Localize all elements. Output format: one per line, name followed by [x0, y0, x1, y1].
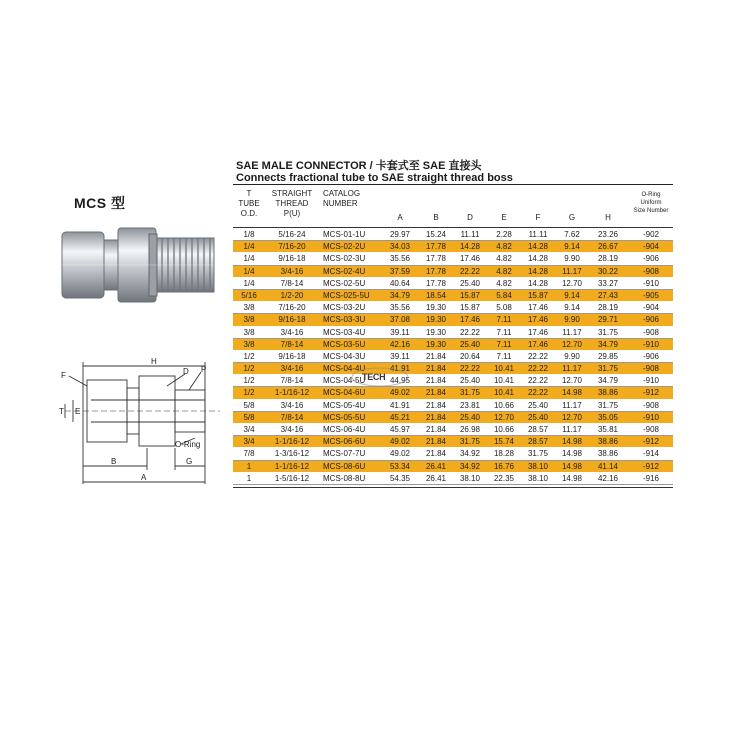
- cell-a: 45.21: [389, 412, 411, 422]
- cell-oring: -906: [642, 315, 659, 325]
- header-d: D: [467, 213, 473, 222]
- cell-catalog: MCS-04-3U: [323, 351, 366, 361]
- cell-g: 14.98: [561, 388, 583, 398]
- cell-e: 12.70: [493, 412, 515, 422]
- header-tube: T TUBE O.D.: [238, 189, 260, 218]
- cell-e: 10.41: [493, 364, 515, 374]
- cell-a: 35.56: [389, 303, 411, 313]
- cell-h: 30.22: [597, 266, 619, 276]
- cell-d: 25.40: [459, 376, 481, 386]
- cell-e: 7.11: [496, 327, 512, 337]
- cell-g: 14.98: [561, 461, 583, 471]
- cell-e: 5.84: [496, 290, 512, 300]
- cell-tube: 1/2: [243, 376, 255, 386]
- cell-h: 28.19: [597, 254, 619, 264]
- model-label: MCS 型: [74, 195, 126, 211]
- table-row: [233, 387, 673, 399]
- cell-thread: 9/16-18: [278, 254, 306, 264]
- cell-tube: 3/8: [243, 315, 255, 325]
- cell-oring: -914: [642, 449, 659, 459]
- cell-f: 17.46: [527, 339, 549, 349]
- cell-a: 37.08: [389, 315, 411, 325]
- table-row: [233, 266, 673, 278]
- cell-tube: 5/16: [241, 290, 257, 300]
- drawing-label-a: A: [141, 473, 147, 482]
- cell-g: 12.70: [561, 376, 583, 386]
- cell-h: 26.67: [597, 242, 619, 252]
- table-subtitle: Connects fractional tube to SAE straight thread boss: [236, 172, 513, 184]
- cell-e: 10.41: [493, 388, 515, 398]
- cell-tube: 1: [246, 461, 252, 471]
- table-row: [233, 327, 673, 339]
- cell-b: 26.41: [425, 461, 447, 471]
- table-row: [233, 375, 673, 387]
- cell-tube: 1: [246, 473, 252, 483]
- cell-tube: 3/4: [243, 437, 255, 447]
- cell-a: 35.56: [389, 254, 411, 264]
- table-row: [233, 400, 673, 412]
- cell-e: 10.66: [493, 400, 515, 410]
- cell-thread: 3/4-16: [280, 364, 304, 374]
- dimension-drawing: [55, 352, 225, 492]
- cell-catalog: MCS-025-5U: [323, 290, 370, 300]
- cell-d: 22.22: [459, 364, 481, 374]
- cell-h: 38.86: [597, 449, 619, 459]
- cell-thread: 7/8-14: [280, 339, 304, 349]
- cell-catalog: MCS-03-4U: [323, 327, 366, 337]
- cell-oring: -906: [642, 351, 659, 361]
- table-row: [233, 314, 673, 326]
- cell-g: 12.70: [561, 412, 583, 422]
- drawing-label-t: T: [59, 407, 64, 416]
- cell-f: 31.75: [527, 449, 549, 459]
- cell-h: 35.81: [597, 425, 619, 434]
- cell-thread: 1-1/16-12: [274, 388, 310, 398]
- cell-catalog: MCS-08-6U: [323, 461, 366, 471]
- cell-a: 29.97: [389, 230, 411, 239]
- cell-catalog: MCS-04-4U: [323, 364, 366, 374]
- cell-g: 9.14: [564, 242, 580, 252]
- table-row: [233, 302, 673, 314]
- cell-thread: 7/8-14: [280, 278, 304, 288]
- cell-g: 9.14: [564, 290, 580, 300]
- cell-catalog: MCS-06-6U: [323, 437, 366, 447]
- cell-h: 42.16: [597, 473, 619, 483]
- cell-e: 22.35: [493, 473, 515, 483]
- cell-tube: 1/8: [243, 230, 255, 239]
- cell-oring: -908: [642, 364, 659, 374]
- cell-f: 22.22: [527, 364, 549, 374]
- table-body: [233, 229, 673, 485]
- cell-b: 19.30: [425, 339, 447, 349]
- cell-tube: 5/8: [243, 400, 255, 410]
- cell-tube: 1/4: [243, 254, 255, 264]
- cell-thread: 7/8-14: [280, 412, 304, 422]
- cell-f: 11.11: [528, 230, 548, 239]
- cell-catalog: MCS-06-4U: [323, 425, 366, 434]
- cell-e: 7.11: [496, 351, 512, 361]
- cell-thread: 3/4-16: [280, 425, 304, 434]
- cell-h: 31.75: [597, 364, 619, 374]
- cell-h: 34.79: [597, 339, 619, 349]
- cell-thread: 7/16-20: [278, 242, 306, 252]
- drawing-label-b: B: [111, 457, 117, 466]
- cell-thread: 1-5/16-12: [274, 473, 310, 483]
- cell-a: 54.35: [389, 473, 411, 483]
- table-row: [233, 412, 673, 424]
- cell-d: 11.11: [460, 230, 480, 239]
- cell-b: 21.84: [425, 412, 447, 422]
- cell-d: 15.87: [459, 290, 481, 300]
- cell-h: 33.27: [597, 278, 619, 288]
- cell-catalog: MCS-02-3U: [323, 254, 366, 264]
- cell-oring: -912: [642, 461, 659, 471]
- cell-thread: 1/2-20: [280, 290, 304, 300]
- cell-tube: 1/2: [243, 351, 255, 361]
- cell-tube: 7/8: [243, 449, 255, 459]
- cell-a: 49.02: [389, 437, 411, 447]
- cell-thread: 5/16-24: [278, 230, 306, 239]
- cell-b: 21.84: [425, 376, 447, 386]
- cell-f: 38.10: [527, 473, 549, 483]
- cell-tube: 3/8: [243, 303, 255, 313]
- cell-e: 4.82: [496, 254, 512, 264]
- cell-oring: -904: [642, 303, 659, 313]
- cell-tube: 3/8: [243, 339, 255, 349]
- cell-catalog: MCS-05-5U: [323, 412, 366, 422]
- cell-h: 38.86: [597, 437, 619, 447]
- cell-e: 4.82: [496, 266, 512, 276]
- cell-h: 34.79: [597, 376, 619, 386]
- cell-f: 17.46: [527, 327, 549, 337]
- cell-e: 10.41: [493, 376, 515, 386]
- cell-a: 49.02: [389, 449, 411, 459]
- table-row: [233, 363, 673, 375]
- cell-a: 53.34: [389, 461, 411, 471]
- cell-a: 34.79: [389, 290, 411, 300]
- cell-b: 17.78: [425, 278, 447, 288]
- cell-oring: -902: [642, 230, 659, 239]
- cell-a: 40.64: [389, 278, 411, 288]
- table-row: [233, 278, 673, 290]
- cell-h: 29.71: [597, 315, 619, 325]
- cell-f: 14.28: [527, 266, 549, 276]
- header-thread: STRAIGHT THREAD P(U): [271, 189, 313, 218]
- cell-thread: 9/16-18: [278, 351, 306, 361]
- cell-oring: -908: [642, 327, 659, 337]
- cell-b: 26.41: [425, 473, 447, 483]
- cell-e: 2.28: [496, 230, 512, 239]
- table-row: [233, 351, 673, 363]
- cell-h: 35.05: [597, 412, 619, 422]
- cell-g: 12.70: [561, 278, 583, 288]
- cell-tube: 1/4: [243, 242, 255, 252]
- cell-catalog: MCS-02-2U: [323, 242, 366, 252]
- cell-oring: -910: [642, 278, 659, 288]
- cell-b: 21.84: [425, 400, 447, 410]
- drawing-label-p: P: [201, 365, 207, 374]
- cell-b: 21.84: [425, 425, 447, 434]
- table-row: [233, 290, 673, 302]
- cell-oring: -908: [642, 425, 659, 434]
- cell-a: 34.03: [389, 242, 411, 252]
- drawing-label-g: G: [186, 457, 193, 466]
- cell-catalog: MCS-02-5U: [323, 278, 366, 288]
- cell-d: 38.10: [459, 473, 481, 483]
- cell-a: 42.16: [389, 339, 411, 349]
- table-row: [233, 461, 673, 473]
- cell-e: 5.08: [496, 303, 512, 313]
- cell-b: 19.30: [425, 303, 447, 313]
- cell-b: 21.84: [425, 449, 447, 459]
- cell-h: 31.75: [597, 400, 619, 410]
- cell-b: 19.30: [425, 327, 447, 337]
- cell-d: 25.40: [459, 278, 481, 288]
- cell-b: 21.84: [425, 437, 447, 447]
- cell-oring: -906: [642, 254, 659, 264]
- cell-d: 25.40: [459, 412, 481, 422]
- cell-e: 16.76: [493, 461, 515, 471]
- cell-b: 21.84: [425, 351, 447, 361]
- cell-tube: 3/4: [243, 425, 255, 434]
- watermark-text: TECH: [362, 372, 386, 382]
- cell-d: 34.92: [459, 449, 481, 459]
- cell-g: 11.17: [562, 364, 582, 374]
- cell-catalog: MCS-04-6U: [323, 388, 366, 398]
- table-row: [233, 436, 673, 448]
- cell-a: 39.11: [390, 351, 410, 361]
- cell-a: 44.95: [389, 376, 411, 386]
- cell-g: 9.90: [564, 351, 580, 361]
- cell-catalog: MCS-01-1U: [323, 230, 366, 239]
- cell-catalog: MCS-05-4U: [323, 400, 366, 410]
- cell-f: 25.40: [527, 412, 549, 422]
- cell-b: 21.84: [425, 364, 447, 374]
- header-oring: O-Ring Uniform Size Number: [633, 192, 669, 214]
- cell-e: 4.82: [496, 242, 512, 252]
- cell-catalog: MCS-03-5U: [323, 339, 366, 349]
- cell-tube: 1/2: [243, 388, 255, 398]
- cell-oring: -910: [642, 412, 659, 422]
- cell-g: 11.17: [562, 400, 582, 410]
- cell-f: 22.22: [527, 388, 549, 398]
- title-rule: [233, 184, 673, 185]
- cell-catalog: MCS-08-8U: [323, 473, 366, 483]
- cell-d: 31.75: [459, 437, 481, 447]
- cell-f: 17.46: [527, 303, 549, 313]
- cell-g: 9.90: [564, 315, 580, 325]
- cell-h: 28.19: [597, 303, 619, 313]
- cell-f: 22.22: [527, 376, 549, 386]
- cell-thread: 1-1/16-12: [274, 461, 310, 471]
- header-catalog: CATALOG NUMBER: [323, 189, 361, 208]
- cell-g: 12.70: [561, 339, 583, 349]
- cell-oring: -905: [642, 290, 659, 300]
- cell-g: 9.90: [564, 254, 580, 264]
- cell-d: 26.98: [459, 425, 481, 434]
- cell-f: 14.28: [527, 278, 549, 288]
- cell-e: 18.28: [493, 449, 515, 459]
- cell-d: 20.64: [459, 351, 481, 361]
- drawing-label-oring: O-Ring: [175, 440, 201, 449]
- cell-f: 14.28: [527, 242, 549, 252]
- cell-h: 31.75: [597, 327, 619, 337]
- cell-thread: 3/4-16: [280, 327, 304, 337]
- cell-thread: 1-1/16-12: [274, 437, 310, 447]
- cell-tube: 3/8: [243, 327, 255, 337]
- cell-b: 18.54: [425, 290, 447, 300]
- cell-thread: 3/4-16: [280, 400, 304, 410]
- cell-thread: 3/4-16: [280, 266, 304, 276]
- table-header: [233, 187, 673, 225]
- cell-a: 45.97: [389, 425, 411, 434]
- cell-h: 29.85: [597, 351, 619, 361]
- cell-h: 23.26: [597, 230, 619, 239]
- cell-f: 17.46: [527, 315, 549, 325]
- cell-thread: 1-3/16-12: [274, 449, 310, 459]
- header-rule: [233, 227, 673, 228]
- cell-a: 41.91: [389, 364, 411, 374]
- cell-g: 14.98: [561, 437, 583, 447]
- cell-a: 39.11: [390, 327, 410, 337]
- drawing-label-e: E: [75, 407, 81, 416]
- cell-d: 14.28: [459, 242, 481, 252]
- cell-f: 28.57: [527, 425, 549, 434]
- cell-oring: -904: [642, 242, 659, 252]
- cell-g: 11.17: [562, 266, 582, 276]
- cell-a: 49.02: [389, 388, 411, 398]
- cell-d: 34.92: [459, 461, 481, 471]
- table-row: [233, 424, 673, 436]
- cell-g: 9.14: [564, 303, 580, 313]
- cell-f: 15.87: [527, 290, 549, 300]
- cell-d: 17.46: [459, 254, 481, 264]
- cell-h: 38.86: [597, 388, 619, 398]
- cell-e: 7.11: [496, 315, 512, 325]
- cell-b: 21.84: [425, 388, 447, 398]
- cell-d: 22.22: [459, 327, 481, 337]
- cell-b: 17.78: [425, 266, 447, 276]
- cell-oring: -908: [642, 266, 659, 276]
- cell-tube: 1/2: [243, 364, 255, 374]
- cell-catalog: MCS-07-7U: [323, 449, 366, 459]
- cell-e: 7.11: [496, 339, 512, 349]
- fitting-photo: [58, 222, 218, 308]
- cell-f: 22.22: [527, 351, 549, 361]
- cell-b: 17.78: [425, 254, 447, 264]
- header-e: E: [501, 213, 507, 222]
- cell-g: 11.17: [562, 327, 582, 337]
- header-f: F: [535, 213, 541, 222]
- cell-tube: 1/4: [243, 266, 255, 276]
- cell-oring: -910: [642, 339, 659, 349]
- cell-b: 15.24: [425, 230, 447, 239]
- drawing-label-f: F: [61, 371, 66, 380]
- cell-e: 15.74: [493, 437, 515, 447]
- cell-tube: 5/8: [243, 412, 255, 422]
- cell-oring: -916: [642, 473, 659, 483]
- cell-h: 41.14: [597, 461, 619, 471]
- cell-d: 31.75: [459, 388, 481, 398]
- cell-a: 37.59: [389, 266, 411, 276]
- cell-f: 38.10: [527, 461, 549, 471]
- header-h: H: [605, 213, 611, 222]
- cell-thread: 7/8-14: [280, 376, 304, 386]
- cell-f: 28.57: [527, 437, 549, 447]
- cell-b: 19.30: [425, 315, 447, 325]
- cell-g: 7.62: [564, 230, 580, 239]
- cell-e: 4.82: [496, 278, 512, 288]
- cell-oring: -912: [642, 437, 659, 447]
- table-row: [233, 448, 673, 460]
- table-row: [233, 339, 673, 351]
- cell-thread: 7/16-20: [278, 303, 306, 313]
- table-title: SAE MALE CONNECTOR / 卡套式至 SAE 直接头: [236, 160, 482, 172]
- cell-f: 14.28: [527, 254, 549, 264]
- drawing-label-h: H: [151, 357, 157, 366]
- cell-d: 15.87: [459, 303, 481, 313]
- cell-catalog: MCS-04-5U: [323, 376, 366, 386]
- bottom-rule: [233, 487, 673, 488]
- cell-thread: 9/16-18: [278, 315, 306, 325]
- cell-catalog: MCS-02-4U: [323, 266, 366, 276]
- cell-d: 25.40: [459, 339, 481, 349]
- cell-catalog: MCS-03-2U: [323, 303, 366, 313]
- table-row: [233, 473, 673, 485]
- cell-g: 11.17: [562, 425, 582, 434]
- cell-d: 23.81: [459, 400, 481, 410]
- header-b: B: [433, 213, 439, 222]
- cell-a: 41.91: [389, 400, 411, 410]
- cell-tube: 1/4: [243, 278, 255, 288]
- drawing-label-d: D: [183, 367, 189, 376]
- cell-g: 14.98: [561, 473, 583, 483]
- cell-e: 10.66: [493, 425, 515, 434]
- cell-oring: -910: [642, 376, 659, 386]
- header-g: G: [568, 213, 576, 222]
- cell-d: 17.46: [459, 315, 481, 325]
- cell-oring: -908: [642, 400, 659, 410]
- cell-b: 17.78: [425, 242, 447, 252]
- table-row: [233, 241, 673, 253]
- table-row: [233, 253, 673, 265]
- cell-h: 27.43: [597, 290, 619, 300]
- cell-oring: -912: [642, 388, 659, 398]
- cell-catalog: MCS-03-3U: [323, 315, 366, 325]
- header-a: A: [397, 213, 403, 222]
- cell-f: 25.40: [527, 400, 549, 410]
- cell-g: 14.98: [561, 449, 583, 459]
- cell-d: 22.22: [459, 266, 481, 276]
- table-row: [233, 229, 673, 241]
